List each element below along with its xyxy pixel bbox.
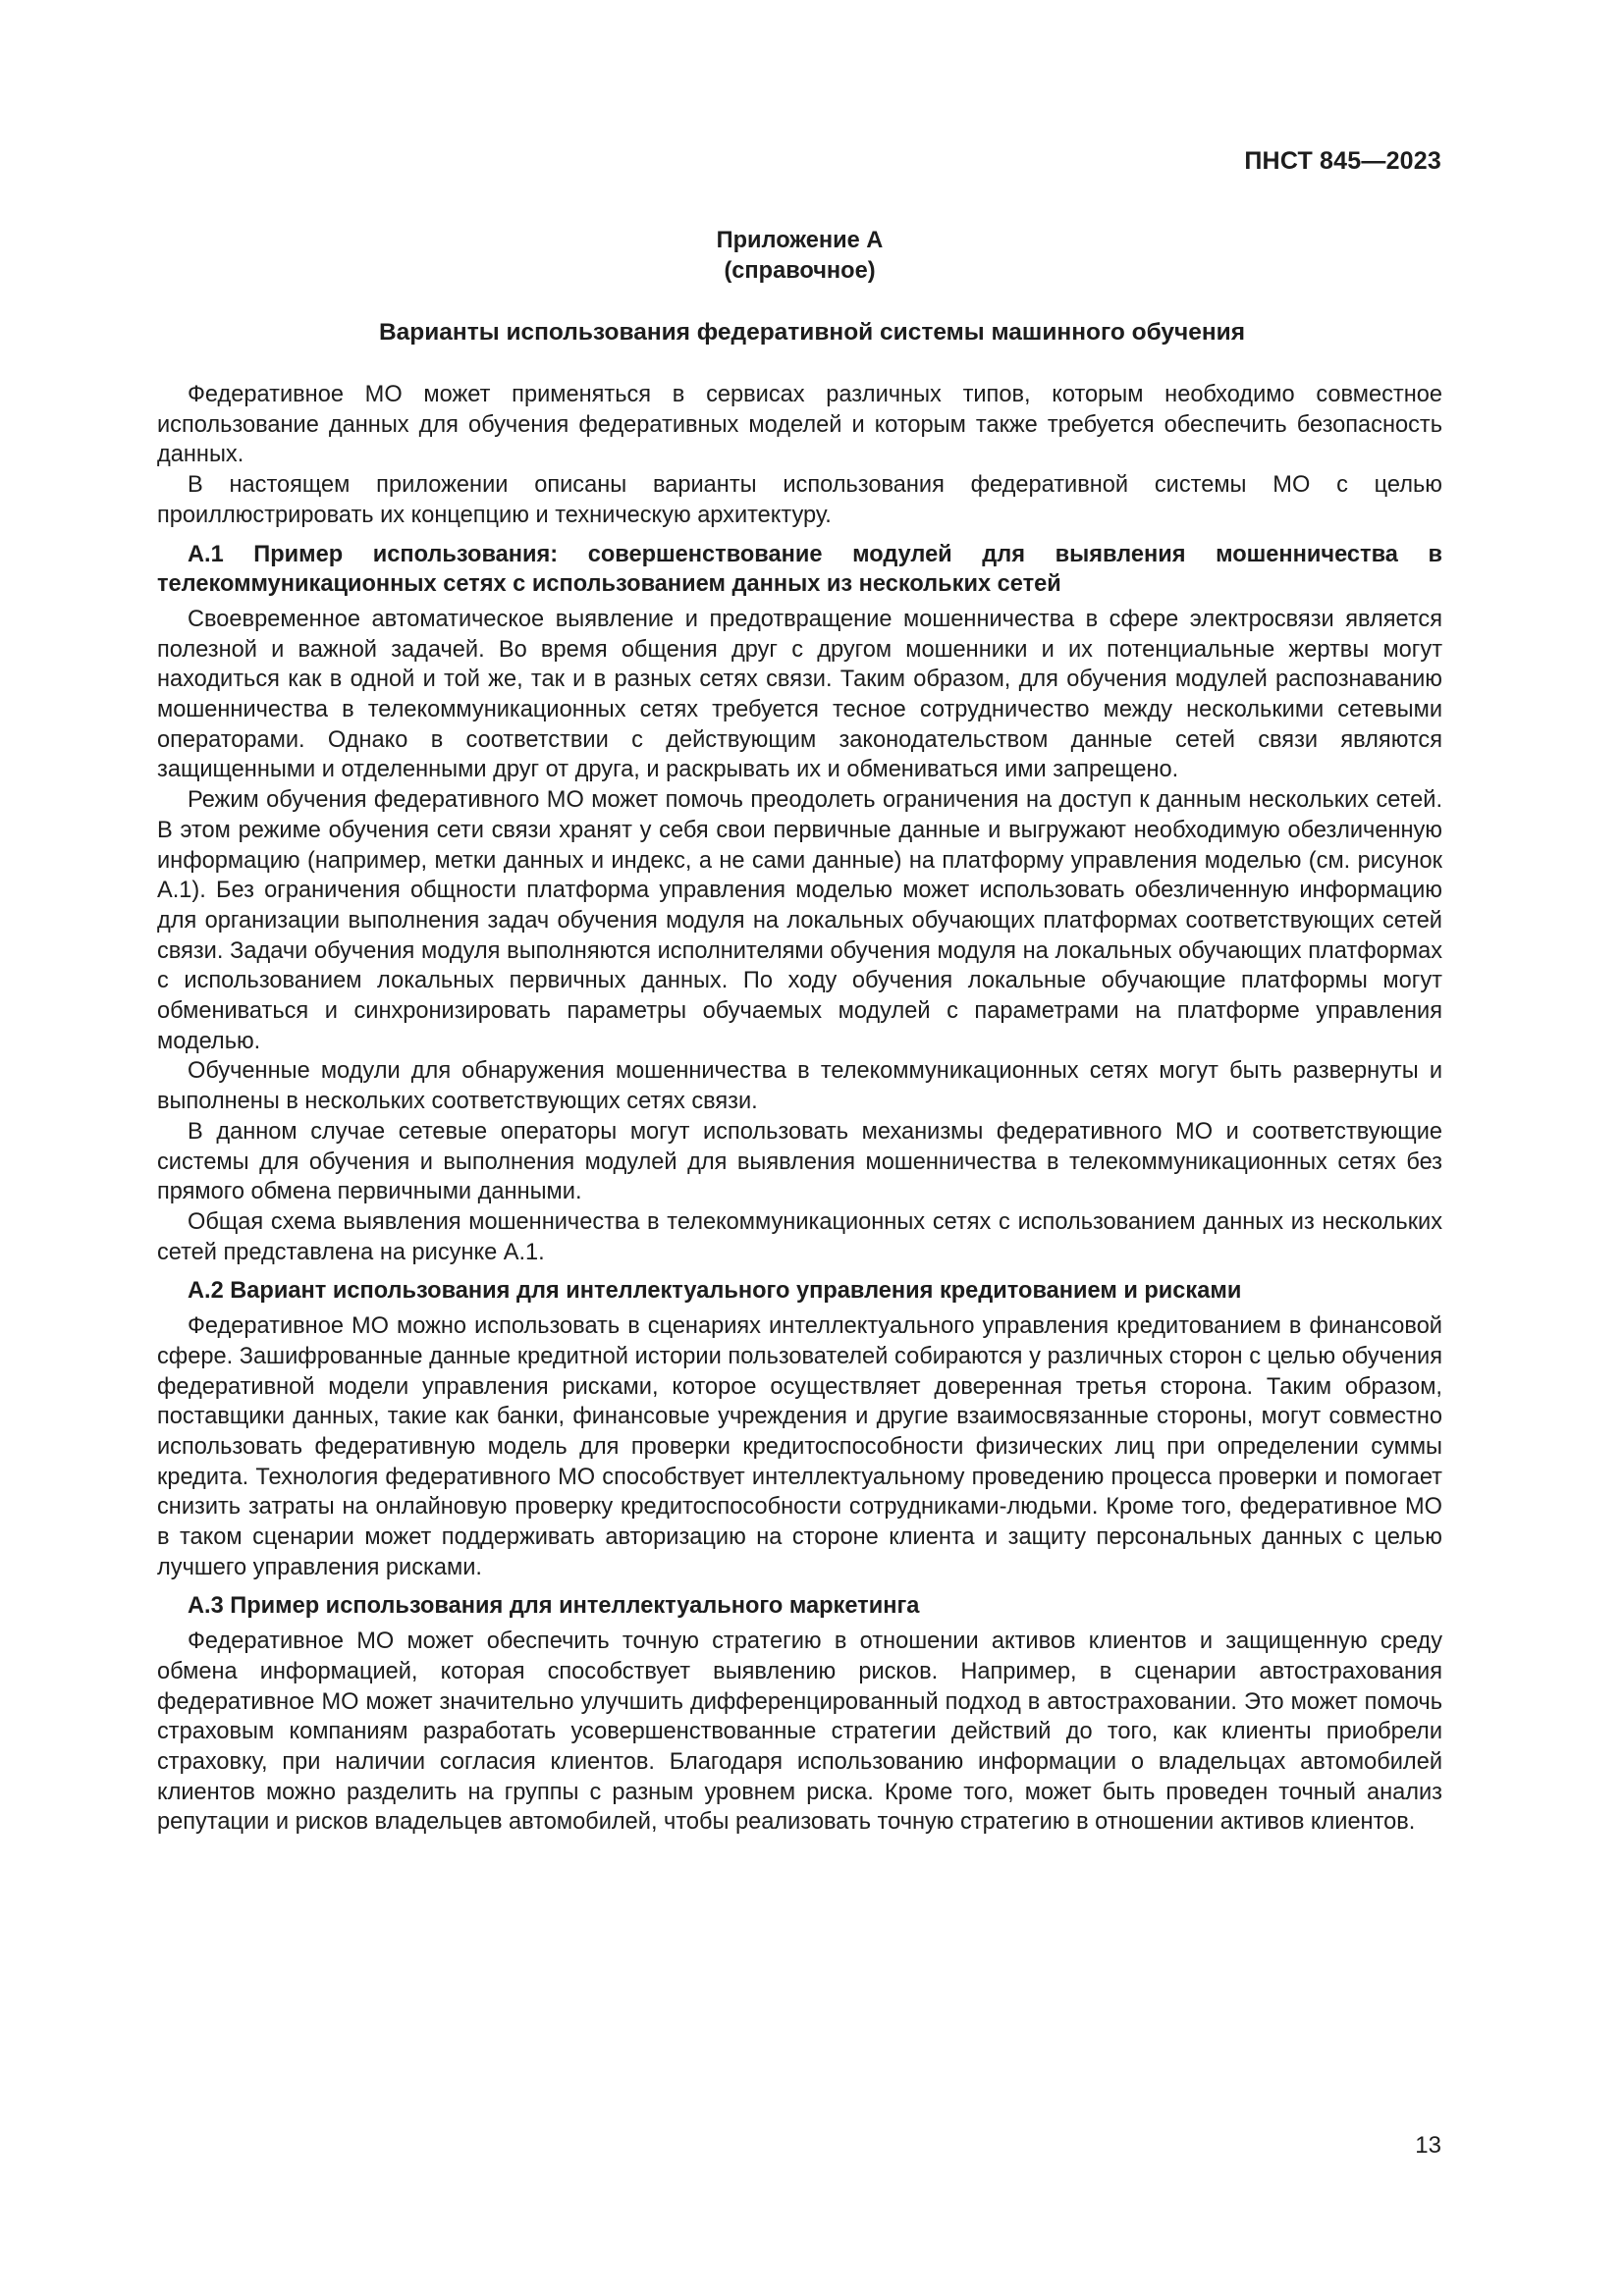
section-paragraph: В данном случае сетевые операторы могут использовать механизмы федеративного МО и соответствующие системы для обучения и выполнения модулей для выявления мошенничества в телекоммуникационных сетях без прямого обмена первичными данными. (157, 1118, 1442, 1205)
section-paragraph: Обученные модули для обнаружения мошенничества в телекоммуникационных сетях могут быть развернуты и выполнены в нескольких соответствующих сетях связи. (157, 1058, 1442, 1115)
section-paragraph: Своевременное автоматическое выявление и предотвращение мошенничества в сфере электросвязи является полезной и важной задачей. Во время общения друг с другом мошенники и их потенциальные жертвы могут находиться как в одной и той же, так и в разных сетях связи. Таким образом, для обучения модулей распознаванию мошенничества в телекоммуникационных сетях требуется тесное сотрудничество между несколькими сетевыми операторами. Однако в соответствии с действующим законодательством данные сетей связи являются защищенными и отделенными друг от друга, и раскрывать их и обмениваться ими запрещено. (157, 606, 1442, 783)
section-paragraph: Федеративное МО может обеспечить точную стратегию в отношении активов клиентов и защищенную среду обмена информацией, которая способствует выявлению рисков. Например, в сценарии автострахования федеративное МО может значительно улучшить дифференцированный подход в автостраховании. Это может помочь страховым компаниям разработать усовершенствованные стратегии действий до того, как клиенты приобрели страховку, при наличии согласия клиентов. Благодаря использованию информации о владельцах автомобилей клиентов можно разделить на группы с разным уровнем риска. Кроме того, может быть проведен точный анализ репутации и рисков владельцев автомобилей, чтобы реализовать точную стратегию в отношении активов клиентов. (157, 1629, 1442, 1836)
annex-title: Приложение А (716, 228, 884, 253)
intro-paragraph: Федеративное МО может применяться в сервисах различных типов, которым необходимо совместное использование данных для обучения федеративных моделей и которым также требуется обеспечить безопасность данных. (157, 382, 1442, 468)
section-heading-a3: А.3 Пример использования для интеллектуального маркетинга (188, 1593, 920, 1620)
section-paragraph: Федеративное МО можно использовать в сценариях интеллектуального управления кредитованием в финансовой сфере. Зашифрованные данные кредитной истории пользователей собираются у различных сторон с целью обучения федеративной модели управления рисками, которое осуществляет доверенная третья сторона. Таким образом, поставщики данных, такие как банки, финансовые учреждения и другие взаимосвязанные стороны, могут совместно использовать федеративную модель для проверки кредитоспособности физических лиц при определении суммы кредита. Технология федеративного МО способствует интеллектуальному проведению процесса проверки и помогает снизить затраты на онлайновую проверку кредитоспособности сотрудниками-людьми. Кроме того, федеративное МО в таком сценарии может поддерживать авторизацию на стороне клиента и защиту персональных данных с целью лучшего управления рисками. (157, 1313, 1442, 1580)
document-body (157, 380, 1442, 1838)
section-paragraph: Общая схема выявления мошенничества в телекоммуникационных сетях с использованием данных из нескольких сетей представлена на рисунке А.1. (157, 1208, 1442, 1265)
document-number: ПНСТ 845—2023 (1244, 147, 1441, 175)
annex-heading (157, 226, 1442, 287)
annex-subtitle: (справочное) (724, 258, 876, 284)
section-heading-a2: А.2 Вариант использования для интеллектуального управления кредитованием и рисками (188, 1278, 1242, 1305)
page-number: 13 (1415, 2132, 1441, 2159)
section-heading-a1: А.1 Пример использования: совершенствование модулей для выявления мошенничества в телекоммуникационных сетях с использованием данных из нескольких сетей (157, 541, 1442, 598)
section-paragraph: Режим обучения федеративного МО может помочь преодолеть ограничения на доступ к данным нескольких сетей. В этом режиме обучения сети связи хранят у себя свои первичные данные и выгружают необходимую обезличенную информацию (например, метки данных и индекс, а не сами данные) на платформу управления моделью (см. рисунок А.1). Без ограничения общности платформа управления моделью может использовать обезличенную информацию для организации выполнения задач обучения модуля на локальных обучающих платформах соответствующих сетей связи. Задачи обучения модуля выполняются исполнителями обучения модуля на локальных обучающих платформах с использованием локальных первичных данных. По ходу обучения локальные обучающие платформы могут обмениваться и синхронизировать параметры обучаемых модулей с параметрами на платформе управления моделью. (157, 787, 1442, 1054)
intro-paragraph: В настоящем приложении описаны варианты использования федеративной системы МО с целью проиллюстрировать их концепцию и техническую архитектуру. (157, 472, 1442, 528)
annex-subject: Варианты использования федеративной системы машинного обучения (378, 319, 1246, 346)
